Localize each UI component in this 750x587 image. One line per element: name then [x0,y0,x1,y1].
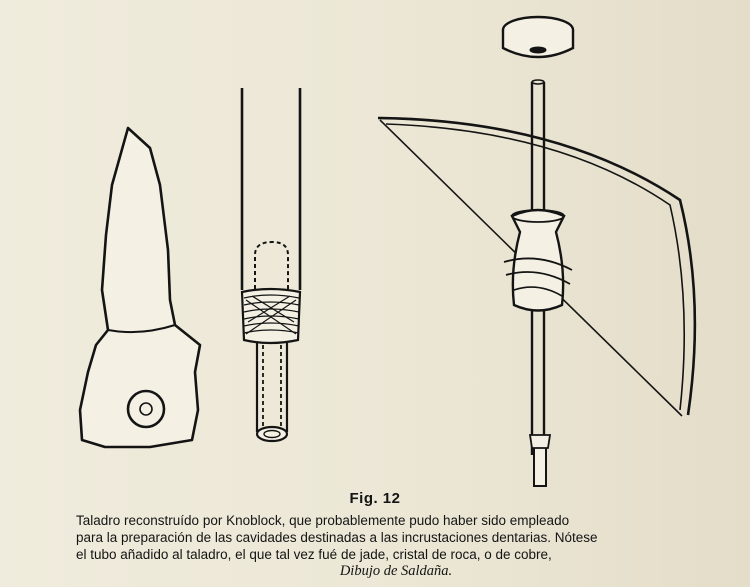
figure-label: Fig. 12 [349,490,401,507]
caption-credit: Dibujo de Saldaña. [339,563,453,579]
caption-line: para la preparación de las cavidades destinadas a las incrustaciones dentarias. Nótese [76,530,598,545]
caption-line: Taladro reconstruído por Knoblock, que probablemente pudo haber sido empleado [76,513,570,528]
shaft-with-tube-drawing [242,88,300,441]
figure-caption [76,512,716,580]
stone-tool-drawing [80,128,200,447]
bow-drill-drawing [378,17,695,486]
caption-line: el tubo añadido al taladro, el que tal vez fué de jade, cristal de roca, o de cobre, [76,547,552,562]
